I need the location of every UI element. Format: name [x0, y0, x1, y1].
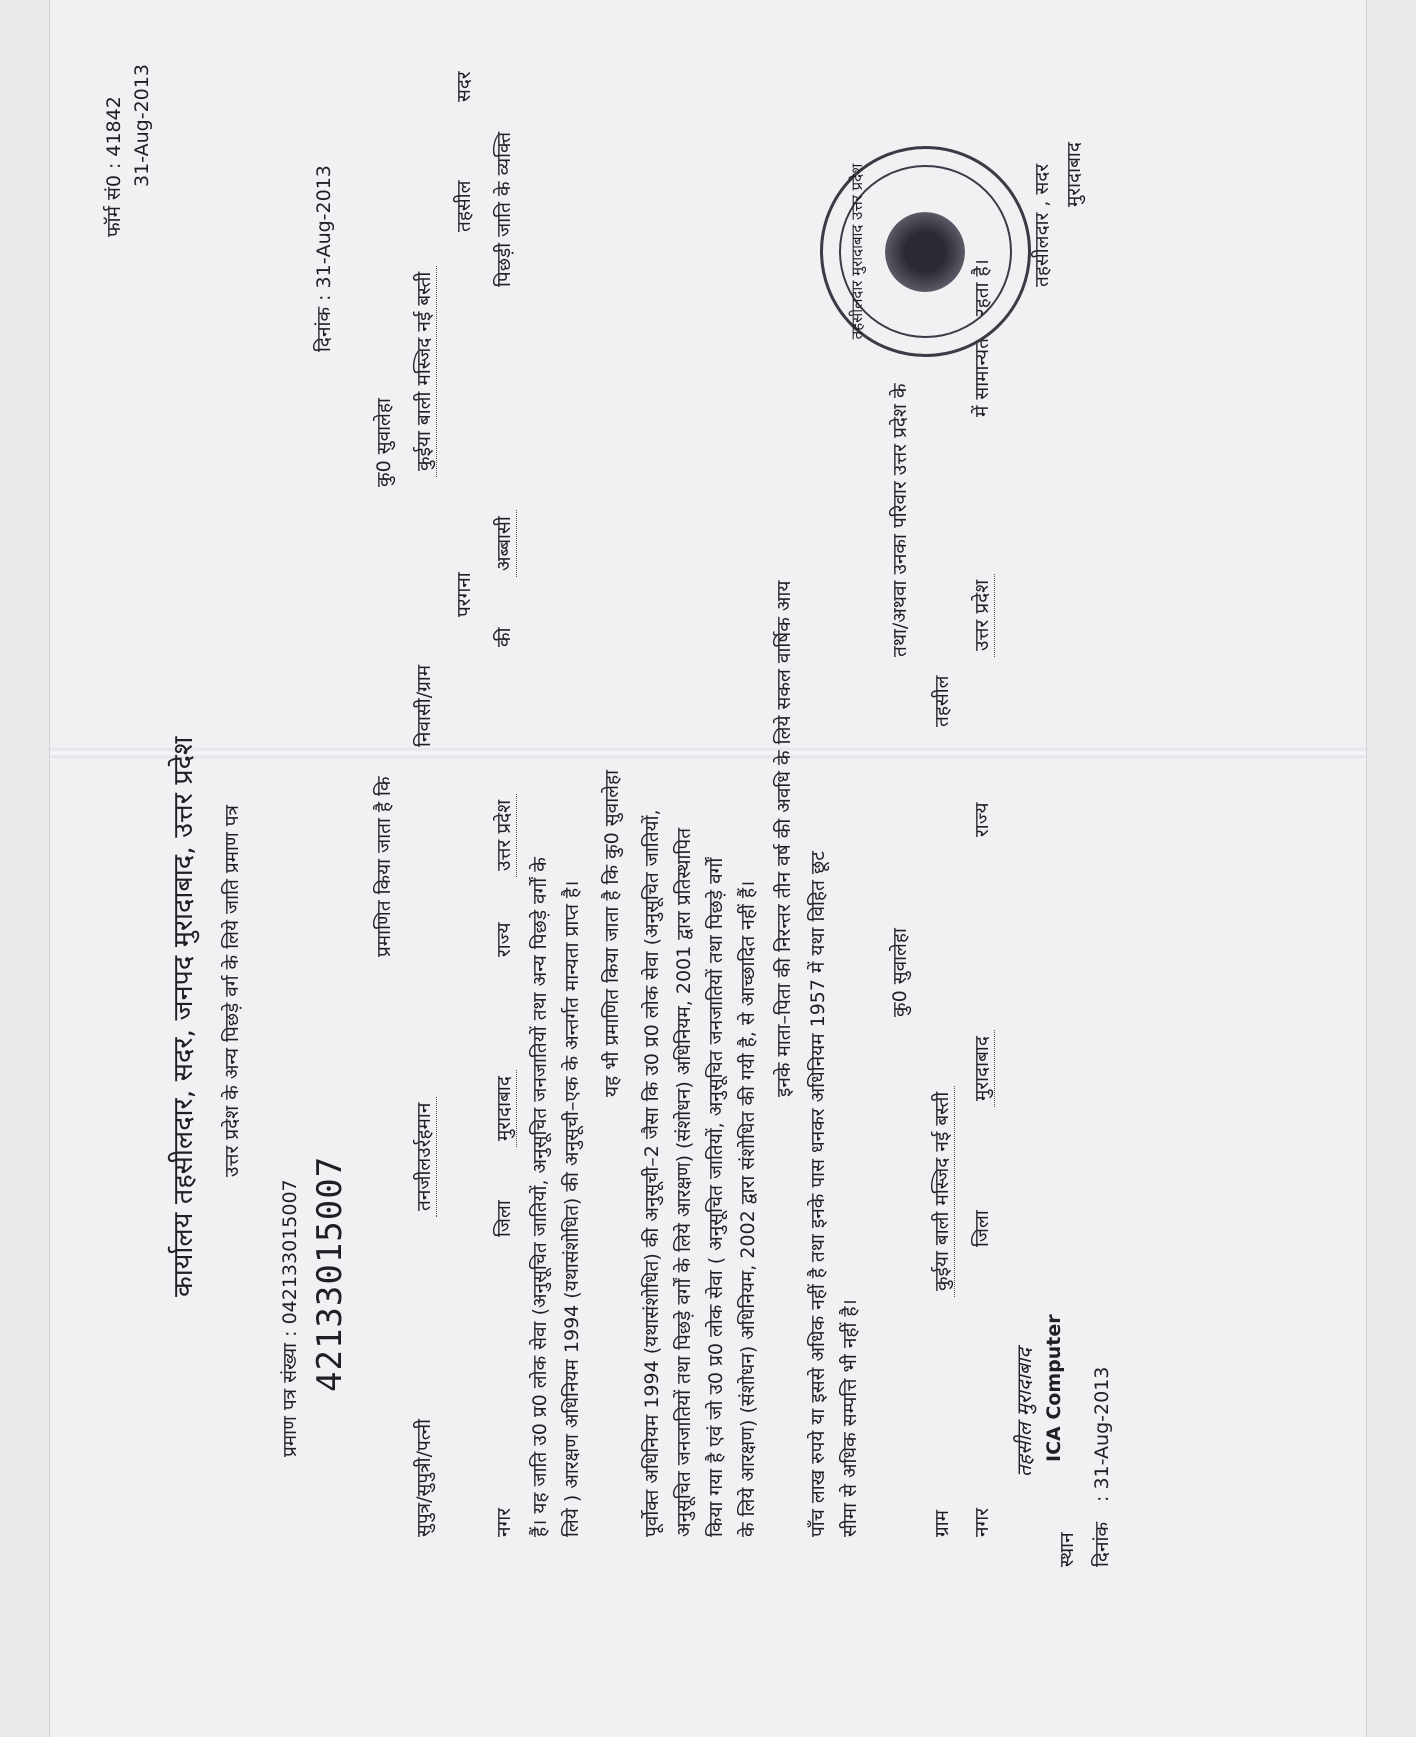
footer-state-value: उत्तर प्रदेश: [970, 574, 995, 657]
paragraph-line: इनके माता–पिता की निरन्तर तीन वर्ष की अवधि के लिये सकल वार्षिक आय: [773, 580, 795, 1097]
footer-name: कु0 सुवालेहा: [889, 928, 911, 1017]
paragraph-line: के लिये आरक्षण) (संशोधन) अधिनियम, 2002 द्वारा संशोधित की गयी है, से आच्छादित नहीं हैं।: [737, 880, 759, 1537]
paragraph-line: पूर्वोक्त अधिनियम 1994 (यथासंशोधित) की अनुसूची–2 जैसा कि उ0 प्र0 लोक सेवा (अनुसूचित जातियों,: [641, 809, 663, 1537]
issue-date: दिनांक : 31-Aug-2013: [313, 165, 335, 352]
emblem-icon: [885, 212, 965, 292]
district-value: मुरादाबाद: [492, 1070, 517, 1147]
nagar-label: नगर: [493, 1507, 515, 1537]
official-seal: [820, 146, 1031, 357]
gram-value: कुईया बाली मस्जिद नई बस्ती: [930, 1086, 955, 1297]
paragraph-line: यह भी प्रमाणित किया जाता है कि कु0 सुवालेहा: [601, 769, 623, 1097]
officer-title: तहसीलदार , सदर: [1031, 163, 1053, 287]
village-name: कुईया बाली मस्जिद नई बस्ती: [412, 266, 437, 477]
office-title: कार्यालय तहसीलदार, सदर, जनपद मुरादाबाद, उत्तर प्रदेश: [168, 736, 199, 1297]
tehsil-value: सदर: [453, 71, 475, 102]
rotated-certificate-page: [50, 0, 1366, 1737]
gram-label: ग्राम: [931, 1510, 953, 1537]
residence-tail: में सामान्यतया रहता है।: [971, 259, 993, 417]
caste-value: अब्बासी: [492, 510, 517, 577]
paragraph-line: किया गया है एवं जो उ0 प्र0 लोक सेवा ( अनुसूचित जातियों, अनुसूचित जनजातियों तथा पिछड़े वर्गों: [705, 857, 727, 1537]
district-label: जिला: [493, 1200, 515, 1237]
form-number: फॉर्म सं0 : 41842: [103, 96, 125, 237]
footer-district-value: मुरादाबाद: [970, 1030, 995, 1107]
certificate-number-label: प्रमाण पत्र संख्या : 042133015007: [279, 1179, 301, 1457]
tehsil-label: तहसील: [453, 180, 475, 232]
father-name: तनजीलउर्रहमान: [412, 1097, 437, 1217]
family-text: तथा/अथवा उनका परिवार उत्तर प्रदेश के: [889, 383, 911, 657]
footer-nagar-label: नगर: [971, 1507, 993, 1537]
footer-district-label: जिला: [971, 1210, 993, 1247]
state-label: राज्य: [493, 922, 515, 957]
paragraph-line: सीमा से अधिक सम्पत्ति भी नहीं है।: [839, 1299, 861, 1537]
paragraph-line: अनुसूचित जनजातियों तथा पिछड़े वर्गों के लिये आरक्षण) (संशोधन) अधिनियम, 2001 द्वारा प्रतिस्थापित: [673, 827, 695, 1537]
candidate-name: कु0 सुवालेहा: [373, 398, 395, 487]
form-date: 31-Aug-2013: [131, 64, 153, 187]
operator-role: ICA Computer: [1043, 1314, 1065, 1462]
paragraph-line: पाँच लाख रुपये या इससे अधिक नहीं है तथा इनके पास धनकर अधिनियम 1957 में यथा विहित छूट: [807, 851, 829, 1537]
pargana-label: परगना: [453, 572, 475, 617]
certificate-big-number: 42133015007: [310, 1155, 350, 1392]
state-value: उत्तर प्रदेश: [492, 794, 517, 877]
operator-signature: तहसील मुरादाबाद: [1012, 1348, 1036, 1477]
date-label: दिनांक: [1091, 1521, 1113, 1567]
certificate-paper: [50, 0, 1366, 1737]
of-label: की: [493, 627, 515, 647]
officer-place: मुरादाबाद: [1063, 142, 1085, 207]
footer-tehsil-label: तहसील: [931, 675, 953, 727]
certificate-subtitle: उत्तर प्रदेश के अन्य पिछड़े वर्ग के लिये जाति प्रमाण पत्र: [221, 804, 243, 1177]
paragraph-line: लिये ) आरक्षण अधिनियम 1994 (यथासंशोधित) की अनुसूची–एक के अन्तर्गत मान्यता प्राप्त है।: [561, 880, 583, 1537]
relation-label: सुपुत्र/सुपुत्री/पत्नी: [413, 1418, 435, 1537]
place-label: स्थान: [1056, 1532, 1078, 1567]
footer-state-label: राज्य: [971, 802, 993, 837]
seal-ring-text: तहसीलदार मुरादाबाद उत्तर प्रदेश: [848, 163, 866, 340]
certify-intro: प्रमाणित किया जाता है कि: [373, 776, 395, 957]
footer-date: : 31-Aug-2013: [1091, 1366, 1113, 1502]
paragraph-line: हैं। यह जाति उ0 प्र0 लोक सेवा (अनुसूचित जातियों, अनुसूचित जनजातियों तथा अन्य पिछड़े वर्गों के: [529, 857, 551, 1537]
caste-tail: पिछड़ी जाति के व्यक्ति: [493, 131, 515, 287]
resident-label: निवासी/ग्राम: [413, 664, 435, 747]
